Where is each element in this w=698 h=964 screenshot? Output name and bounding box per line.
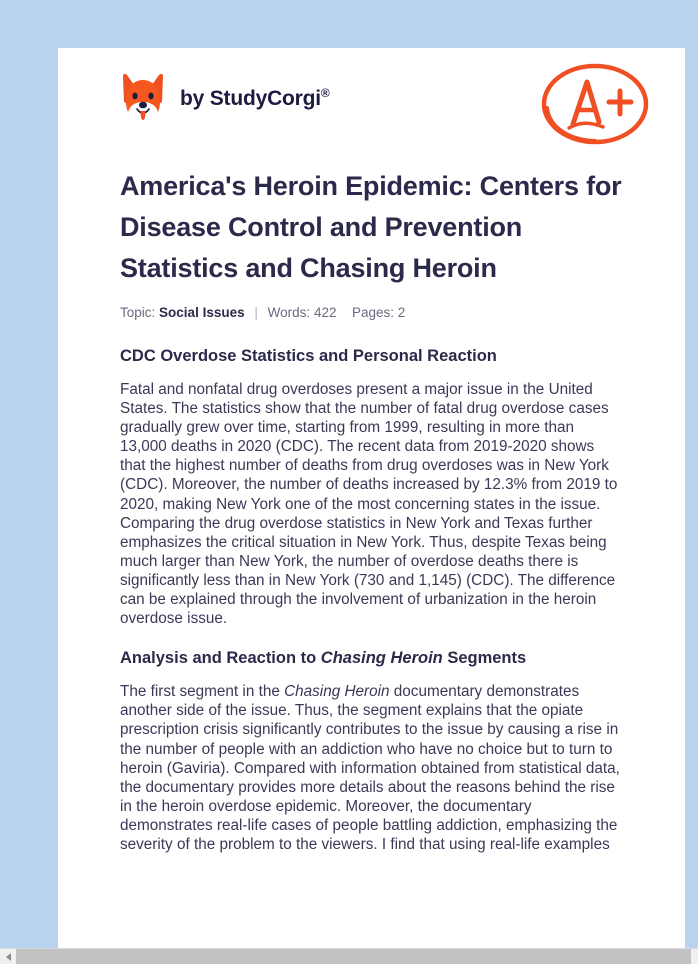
site-header	[58, 48, 685, 152]
registered-trademark-icon: ®	[320, 85, 330, 100]
a-plus-circle-icon	[539, 60, 651, 148]
meta-separator: |	[254, 305, 258, 320]
words-label: Words:	[267, 305, 311, 320]
horizontal-scrollbar[interactable]	[0, 948, 698, 964]
heading-text: CDC Overdose Statistics and Personal Reaction	[120, 347, 497, 365]
topic-label: Topic:	[120, 305, 156, 320]
body-paragraph	[120, 682, 623, 854]
paragraph-text: The first segment in the	[120, 683, 285, 701]
brand-name: StudyCorgi	[209, 86, 321, 110]
paragraph-text: documentary demonstrates another side of the issue. Thus, the segment explains that the opiate prescription crisis significantly contributes to the issue by causing a rise in the number of people with an addiction who have no choice but to turn to heroin (Gaviria). Compared with information obtained from statistical data, the documentary provides more details about the reasons behind the rise in the heroin overdose epidemic. Moreover, the documentary demonstrates real-life cases of people battling addiction, emphasizing the severity of the problem to the viewers. I find that using real-life examples	[120, 683, 620, 853]
body-paragraph	[120, 380, 623, 628]
brand-wordmark	[180, 86, 330, 111]
scroll-left-button[interactable]	[0, 949, 16, 964]
scrollbar-thumb[interactable]	[16, 949, 691, 964]
words-value: 422	[313, 305, 337, 320]
arrow-left-icon	[6, 953, 11, 961]
heading-title-italic: Chasing Heroin	[320, 649, 443, 668]
corgi-face-icon	[120, 72, 166, 124]
article-body	[58, 152, 685, 912]
article-sections	[120, 344, 623, 854]
pages-label: Pages:	[352, 305, 395, 320]
document-page	[58, 48, 685, 948]
paragraph-text: Fatal and nonfatal drug overdoses present a major issue in the United States. The statistics show that the number of fatal drug overdose cases gradually grew over time, starting from 1999, resulting in more than 13,000 deaths in 2020 (CDC). The recent data from 2019-2020 shows that the highest number of deaths from drug overdoses was in New York (CDC). Moreover, the number of deaths increased by 12.3% from 2019 to 2020, making New York one of the most concerning states in the issue. Comparing the drug overdose statistics in New York and Texas further emphasizes the critical situation in New York. Thus, despite Texas being much larger than New York, the number of overdose deaths there is significantly less than in New York (730 and 1,145) (CDC). The difference can be explained through the involvement of urbanization in the heroin overdose issue.	[120, 381, 618, 628]
heading-text: Segments	[442, 649, 527, 668]
brand-prefix: by	[180, 86, 210, 110]
article-meta	[120, 305, 623, 320]
brand-logo-group[interactable]	[120, 72, 330, 124]
section-heading	[120, 344, 623, 368]
section-heading	[120, 646, 623, 670]
scrollbar-track[interactable]	[16, 949, 698, 964]
pages-value: 2	[397, 305, 406, 320]
heading-text: Analysis and Reaction to	[120, 649, 321, 668]
topic-value-link[interactable]: Social Issues	[159, 305, 245, 320]
italic-title: Chasing Heroin	[284, 683, 390, 701]
page-title: America's Heroin Epidemic: Centers for Disease Control and Prevention Statistics and Chasing Heroin	[120, 171, 622, 283]
